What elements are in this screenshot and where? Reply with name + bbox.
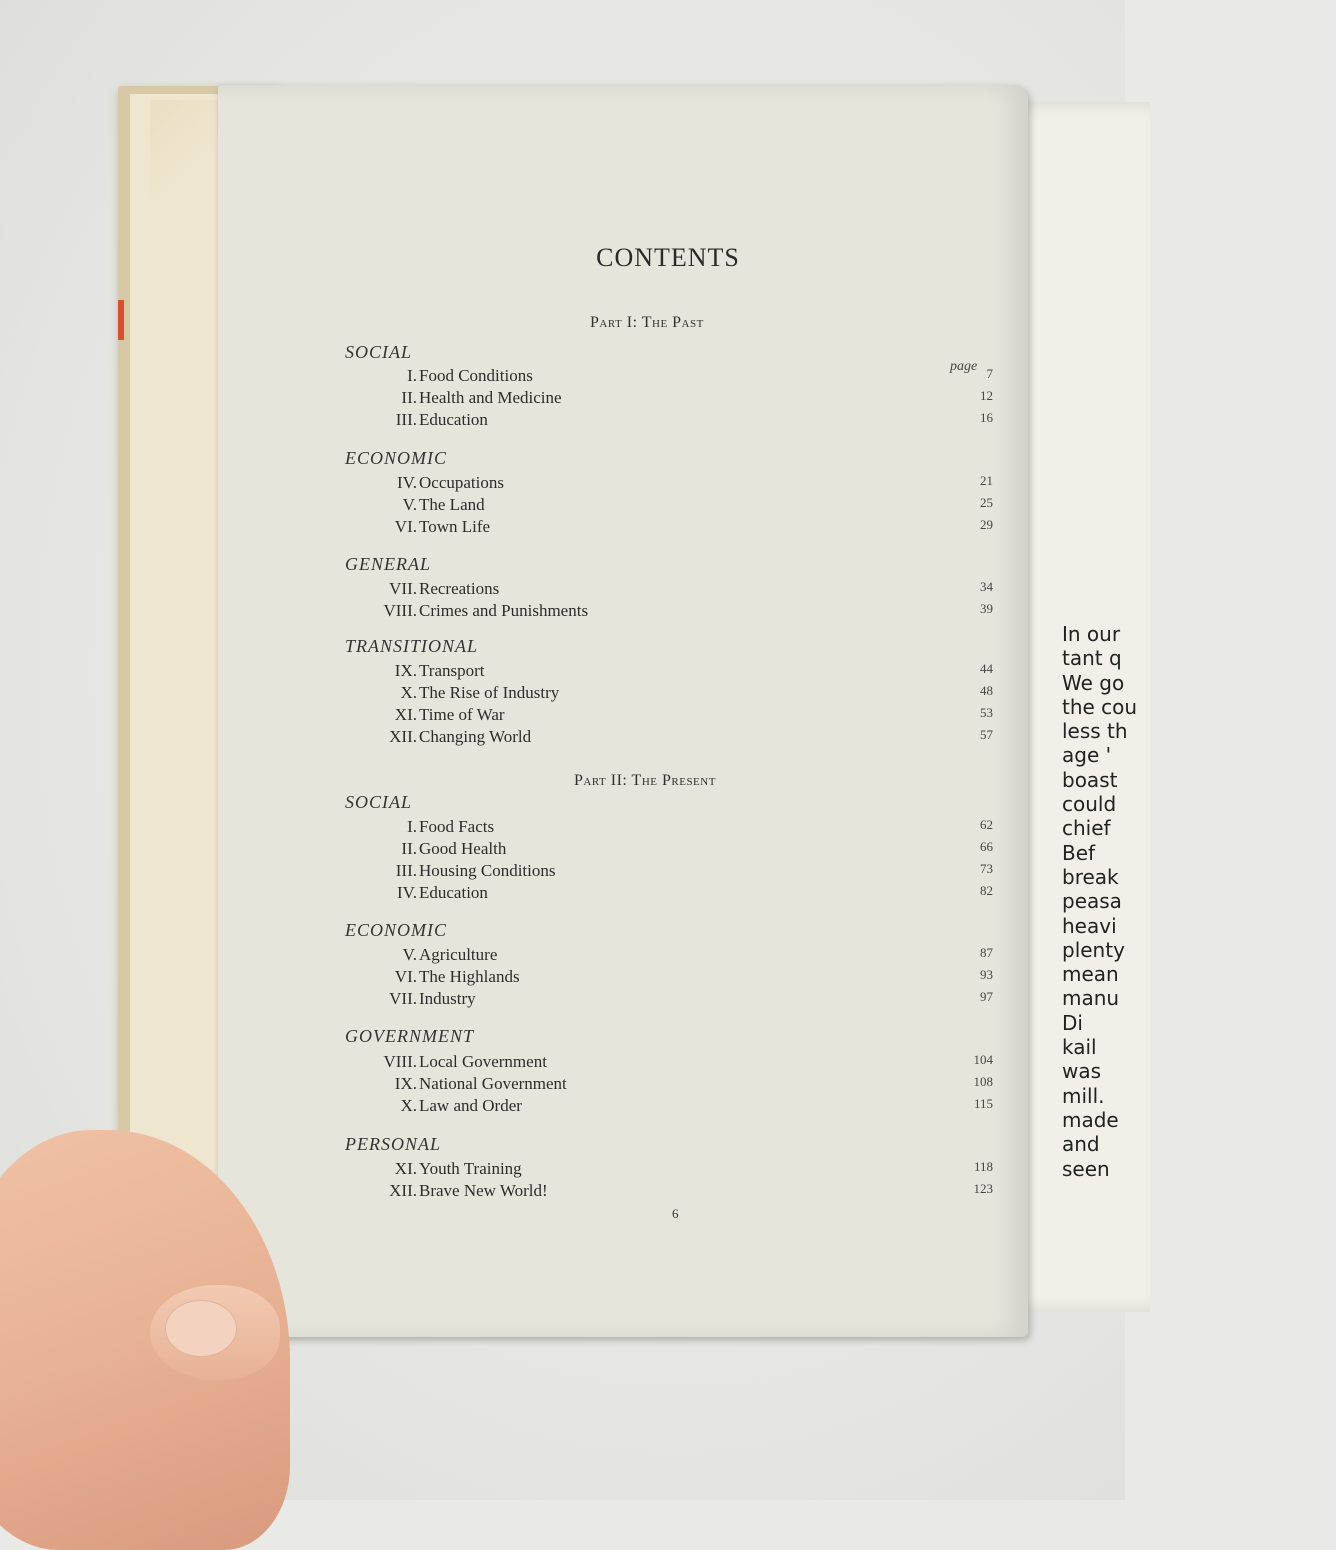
facing-page-line: We go bbox=[1062, 670, 1125, 695]
chapter-number: IV. bbox=[397, 473, 417, 492]
chapter-number: V. bbox=[402, 945, 417, 964]
chapter-title: Recreations bbox=[419, 579, 500, 598]
toc-entry bbox=[300, 495, 1020, 517]
chapter-number: XI. bbox=[394, 705, 417, 724]
toc-entry bbox=[300, 839, 1020, 861]
chapter-number: II. bbox=[401, 839, 417, 858]
toc-entry bbox=[300, 705, 1020, 727]
chapter-title: Youth Training bbox=[419, 1159, 522, 1178]
chapter-page: 66 bbox=[980, 839, 993, 854]
toc-entry bbox=[300, 817, 1020, 839]
chapter-number: I. bbox=[407, 817, 417, 836]
section-heading: SOCIAL bbox=[345, 342, 413, 362]
toc-entry bbox=[300, 1052, 1020, 1074]
chapter-title: National Government bbox=[419, 1074, 567, 1093]
toc-entry bbox=[300, 517, 1020, 539]
chapter-title: Education bbox=[419, 883, 488, 902]
chapter-number: IX. bbox=[394, 1074, 417, 1093]
facing-page-text bbox=[1062, 622, 1142, 1181]
facing-page-line: and bbox=[1062, 1132, 1100, 1157]
page-number: 6 bbox=[672, 1206, 679, 1221]
thumbnail bbox=[165, 1300, 237, 1357]
toc-entry bbox=[300, 861, 1020, 883]
facing-page-line: heavi bbox=[1062, 913, 1117, 938]
toc-entry bbox=[300, 683, 1020, 705]
chapter-page: 57 bbox=[980, 727, 993, 742]
chapter-page: 12 bbox=[980, 388, 993, 403]
section-heading: ECONOMIC bbox=[345, 920, 447, 940]
chapter-title: Changing World bbox=[419, 727, 532, 746]
toc-entry bbox=[300, 1096, 1020, 1118]
toc-entry bbox=[300, 967, 1020, 989]
facing-page-line: tant q bbox=[1062, 646, 1122, 671]
chapter-title: Agriculture bbox=[419, 945, 498, 964]
chapter-page: 39 bbox=[980, 601, 993, 616]
chapter-title: Local Government bbox=[419, 1052, 547, 1071]
chapter-number: IV. bbox=[397, 883, 417, 902]
chapter-number: II. bbox=[401, 388, 417, 407]
chapter-title: Industry bbox=[419, 989, 476, 1008]
part-heading: Part I: The Past bbox=[590, 314, 704, 331]
chapter-page: 104 bbox=[973, 1052, 993, 1067]
chapter-number: I. bbox=[407, 366, 417, 385]
chapter-title: Time of War bbox=[419, 705, 505, 724]
chapter-title: The Rise of Industry bbox=[419, 683, 560, 702]
chapter-number: VII. bbox=[389, 579, 417, 598]
facing-page-line: Di bbox=[1062, 1010, 1083, 1035]
chapter-number: V. bbox=[402, 495, 417, 514]
section-heading: TRANSITIONAL bbox=[345, 636, 479, 656]
chapter-number: X. bbox=[400, 683, 417, 702]
chapter-page: 16 bbox=[980, 410, 993, 425]
facing-page-line: seen bbox=[1062, 1156, 1110, 1181]
toc-entry bbox=[300, 989, 1020, 1011]
chapter-page: 87 bbox=[980, 945, 993, 960]
toc-entry bbox=[300, 945, 1020, 967]
page-column-label: page bbox=[950, 359, 978, 374]
chapter-number: XII. bbox=[389, 727, 417, 746]
facing-page-line: In our bbox=[1062, 622, 1121, 646]
facing-page-line: Bef bbox=[1062, 840, 1096, 865]
chapter-page: 93 bbox=[980, 967, 993, 982]
toc-entry bbox=[300, 661, 1020, 683]
endpaper-fold bbox=[150, 100, 220, 220]
facing-page-line: was bbox=[1062, 1059, 1102, 1084]
chapter-page: 108 bbox=[973, 1074, 993, 1089]
toc-entry bbox=[300, 388, 1020, 410]
facing-page-line: kail bbox=[1062, 1035, 1097, 1060]
facing-page-line: manu bbox=[1062, 986, 1120, 1011]
cover-stripe bbox=[118, 300, 124, 340]
chapter-page: 48 bbox=[980, 683, 993, 698]
chapter-page: 118 bbox=[973, 1159, 993, 1174]
toc-entry bbox=[300, 1159, 1020, 1181]
chapter-title: Health and Medicine bbox=[419, 388, 562, 407]
toc-entry bbox=[300, 579, 1020, 601]
chapter-title: Occupations bbox=[419, 473, 504, 492]
chapter-page: 82 bbox=[980, 883, 993, 898]
chapter-page: 7 bbox=[986, 366, 993, 381]
chapter-title: Town Life bbox=[419, 517, 491, 536]
chapter-page: 34 bbox=[980, 579, 993, 594]
facing-page-line: age ' bbox=[1062, 743, 1112, 768]
chapter-number: IX. bbox=[394, 661, 417, 680]
chapter-title: Food Conditions bbox=[419, 366, 533, 385]
toc-entry bbox=[300, 601, 1020, 623]
chapter-title: Good Health bbox=[419, 839, 507, 858]
toc-entry bbox=[300, 410, 1020, 432]
chapter-number: III. bbox=[395, 410, 417, 429]
facing-page-line: chief bbox=[1062, 816, 1111, 841]
toc-entry bbox=[300, 366, 1020, 388]
chapter-title: Food Facts bbox=[419, 817, 495, 836]
chapter-number: III. bbox=[395, 861, 417, 880]
chapter-page: 97 bbox=[980, 989, 993, 1004]
section-heading: PERSONAL bbox=[345, 1134, 441, 1154]
chapter-page: 62 bbox=[980, 817, 993, 832]
toc-entry bbox=[300, 473, 1020, 495]
page-title: CONTENTS bbox=[596, 243, 740, 272]
chapter-page: 123 bbox=[973, 1181, 993, 1196]
chapter-number: VI. bbox=[394, 517, 417, 536]
chapter-page: 115 bbox=[973, 1096, 993, 1111]
chapter-title: Transport bbox=[419, 661, 485, 680]
chapter-title: Crimes and Punishments bbox=[419, 601, 589, 620]
chapter-page: 21 bbox=[980, 473, 993, 488]
part-heading: Part II: The Present bbox=[574, 772, 716, 789]
chapter-number: X. bbox=[400, 1096, 417, 1115]
chapter-page: 44 bbox=[980, 661, 993, 676]
chapter-title: Housing Conditions bbox=[419, 861, 556, 880]
facing-page-line: made bbox=[1062, 1107, 1119, 1132]
facing-page-line: mill. bbox=[1062, 1083, 1105, 1108]
facing-page-line: the cou bbox=[1062, 694, 1138, 719]
chapter-title: The Land bbox=[419, 495, 485, 514]
facing-page-line: could bbox=[1062, 792, 1117, 817]
section-heading: ECONOMIC bbox=[345, 448, 447, 468]
chapter-page: 25 bbox=[980, 495, 993, 510]
facing-page-line: break bbox=[1062, 864, 1119, 889]
chapter-page: 73 bbox=[980, 861, 993, 876]
endpaper bbox=[130, 94, 227, 1294]
chapter-title: The Highlands bbox=[419, 967, 520, 986]
toc-entry bbox=[300, 1181, 1020, 1203]
facing-page-line: plenty bbox=[1062, 937, 1125, 962]
toc-entry bbox=[300, 883, 1020, 905]
chapter-number: VIII. bbox=[383, 1052, 417, 1071]
chapter-title: Education bbox=[419, 410, 488, 429]
chapter-page: 29 bbox=[980, 517, 993, 532]
toc-entry bbox=[300, 1074, 1020, 1096]
section-heading: GENERAL bbox=[345, 554, 431, 574]
chapter-title: Brave New World! bbox=[419, 1181, 548, 1200]
chapter-title: Law and Order bbox=[419, 1096, 522, 1115]
chapter-number: VIII. bbox=[383, 601, 417, 620]
section-heading: GOVERNMENT bbox=[345, 1026, 474, 1046]
facing-page-line: less th bbox=[1062, 719, 1128, 744]
chapter-number: VII. bbox=[389, 989, 417, 1008]
toc-entry bbox=[300, 727, 1020, 749]
chapter-page: 53 bbox=[980, 705, 993, 720]
chapter-number: XII. bbox=[389, 1181, 417, 1200]
chapter-number: XI. bbox=[394, 1159, 417, 1178]
facing-page-line: boast bbox=[1062, 767, 1118, 792]
facing-page-line: peasa bbox=[1062, 889, 1122, 914]
chapter-number: VI. bbox=[394, 967, 417, 986]
section-heading: SOCIAL bbox=[345, 792, 413, 812]
facing-page-line: mean bbox=[1062, 962, 1119, 987]
